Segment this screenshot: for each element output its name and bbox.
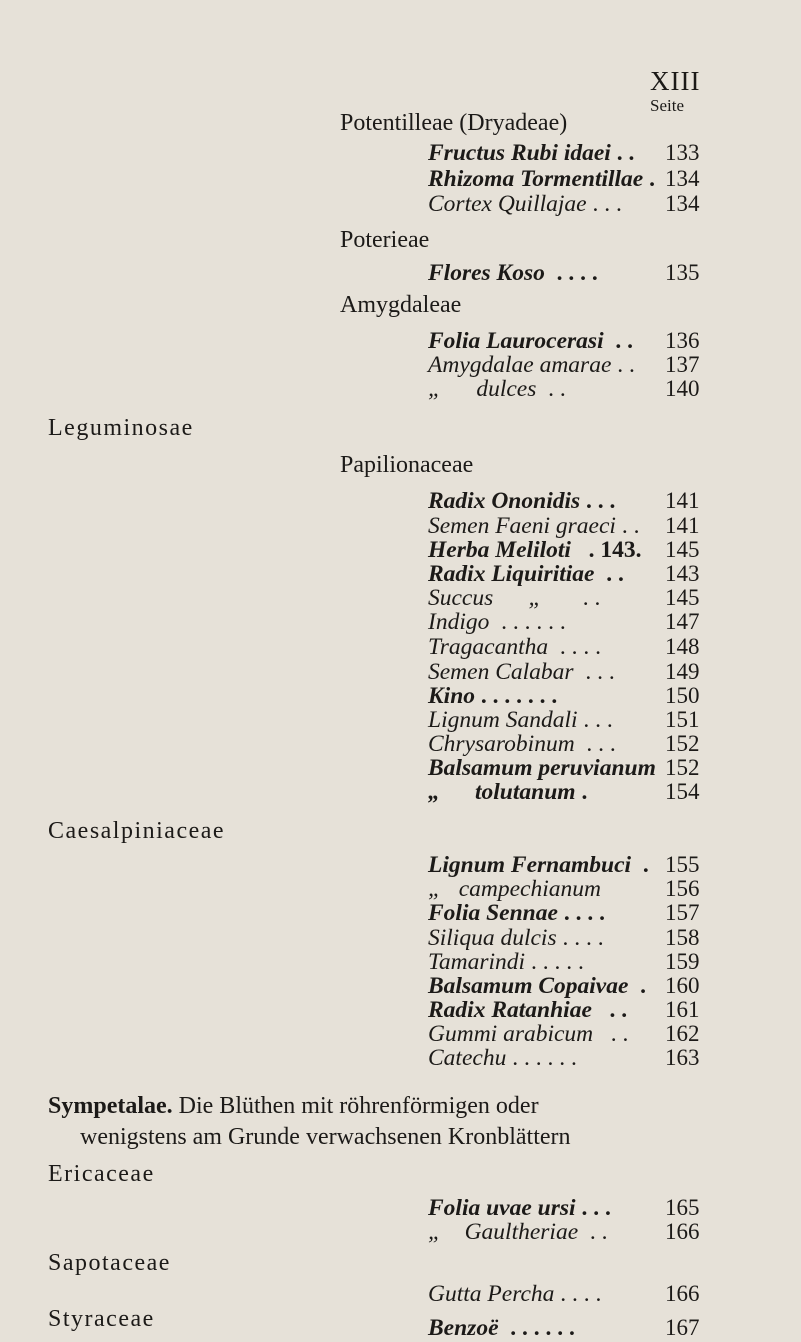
page-number: 137 — [665, 352, 700, 377]
page-number: 157 — [665, 900, 700, 925]
subgroup-papilionaceae: Papilionaceae — [340, 452, 474, 478]
entry-radix-ononidis: Radix Ononidis . . . — [428, 488, 616, 514]
entry-radix-liquiritiae: Radix Liquiritiae . . — [428, 561, 624, 587]
entry-tamarindi: Tamarindi . . . . . — [428, 949, 584, 975]
page-number: 158 — [665, 925, 700, 950]
entry-folia-gaultheriae: „ Gaultheriae . . — [428, 1219, 608, 1245]
page-number: 152 — [665, 755, 700, 780]
group-title-poterieae: Poterieae — [340, 227, 430, 253]
entry-fructus-rubi-idaei: Fructus Rubi idaei . . — [428, 140, 635, 166]
page-number: 163 — [665, 1045, 700, 1070]
page-number: 151 — [665, 707, 700, 732]
page-number: 147 — [665, 609, 700, 634]
sympetalae-line-1: Die Blüthen mit röhrenförmigen oder — [178, 1093, 539, 1119]
entry-lignum-sandali: Lignum Sandali . . . — [428, 707, 613, 733]
page-number: 134 — [665, 166, 700, 191]
family-styraceae: Styraceae — [48, 1306, 155, 1332]
page-number: 140 — [665, 376, 700, 401]
page-number: 155 — [665, 852, 700, 877]
page-number: 135 — [665, 260, 700, 285]
column-label-seite: Seite — [650, 96, 684, 115]
group-title-potentilleae: Potentilleae (Dryadeae) — [340, 110, 568, 136]
entry-benzoe: Benzoë . . . . . . — [428, 1315, 575, 1341]
page-number: 160 — [665, 973, 700, 998]
entry-amygdalae-dulces: „ dulces . . — [428, 376, 566, 402]
page-number: 165 — [665, 1195, 700, 1220]
entry-folia-laurocerasi: Folia Laurocerasi . . — [428, 328, 633, 354]
page-number: 152 — [665, 731, 700, 756]
family-leguminosae: Leguminosae — [48, 415, 194, 441]
page-number: 134 — [665, 191, 700, 216]
entry-catechu: Catechu . . . . . . — [428, 1045, 577, 1071]
page-number: 162 — [665, 1021, 700, 1046]
entry-amygdalae-amarae: Amygdalae amarae . . — [428, 352, 635, 378]
entry-lignum-campechianum: „ campechianum — [428, 876, 601, 902]
entry-lignum-fernambuci: Lignum Fernambuci . — [428, 852, 649, 878]
entry-folia-uvae-ursi: Folia uvae ursi . . . — [428, 1195, 611, 1221]
entry-gutta-percha: Gutta Percha . . . . — [428, 1281, 602, 1307]
page-number: 145 — [665, 585, 700, 610]
page-number: 143 — [665, 561, 700, 586]
entry-semen-faeni-graeci: Semen Faeni graeci . . — [428, 513, 640, 539]
entry-siliqua-dulcis: Siliqua dulcis . . . . — [428, 925, 604, 951]
entry-folia-sennae: Folia Sennae . . . . — [428, 900, 605, 926]
entry-balsamum-copaivae: Balsamum Copaivae . — [428, 973, 647, 999]
group-title-amygdaleae: Amygdaleae — [340, 292, 462, 318]
page-number: 166 — [665, 1281, 700, 1306]
page-number: 150 — [665, 683, 700, 708]
page-number: 149 — [665, 659, 700, 684]
entry-semen-calabar: Semen Calabar . . . — [428, 659, 615, 685]
page-number: 136 — [665, 328, 700, 353]
page-number: 161 — [665, 997, 700, 1022]
entry-kino: Kino . . . . . . . — [428, 683, 558, 709]
entry-chrysarobinum: Chrysarobinum . . . — [428, 731, 616, 757]
page-number: 148 — [665, 634, 700, 659]
page-number: 159 — [665, 949, 700, 974]
page-number: 141 — [665, 488, 700, 513]
page-numeral: XIII — [650, 66, 701, 96]
family-caesalpiniaceae: Caesalpiniaceae — [48, 818, 226, 844]
page-number: 133 — [665, 140, 700, 165]
sympetalae-heading: Sympetalae. — [48, 1093, 173, 1119]
sympetalae-description — [48, 1093, 539, 1120]
entry-cortex-quillajae: Cortex Quillajae . . . — [428, 191, 622, 217]
entry-succus-liquiritiae: Succus „ . . — [428, 585, 601, 611]
page-number: 167 — [665, 1315, 700, 1340]
family-ericaceae: Ericaceae — [48, 1161, 155, 1187]
family-sapotaceae: Sapotaceae — [48, 1250, 171, 1276]
sympetalae-line-2: wenigstens am Grunde verwachsenen Kronblättern — [80, 1124, 571, 1150]
entry-balsamum-peruvianum: Balsamum peruvianum — [428, 755, 656, 781]
entry-flores-koso: Flores Koso . . . . — [428, 260, 598, 286]
page-number: 141 — [665, 513, 700, 538]
entry-radix-ratanhiae: Radix Ratanhiae . . — [428, 997, 628, 1023]
page-number: 145 — [665, 537, 700, 562]
page-number: 166 — [665, 1219, 700, 1244]
entry-gummi-arabicum: Gummi arabicum . . — [428, 1021, 629, 1047]
entry-indigo: Indigo . . . . . . — [428, 609, 566, 635]
entry-herba-meliloti: Herba Meliloti . 143. — [428, 537, 642, 563]
entry-rhizoma-tormentillae: Rhizoma Tormentillae . — [428, 166, 655, 192]
page-number: 156 — [665, 876, 700, 901]
entry-balsamum-tolutanum: „ tolutanum . — [428, 779, 588, 805]
page-number: 154 — [665, 779, 700, 804]
entry-tragacantha: Tragacantha . . . . — [428, 634, 602, 660]
